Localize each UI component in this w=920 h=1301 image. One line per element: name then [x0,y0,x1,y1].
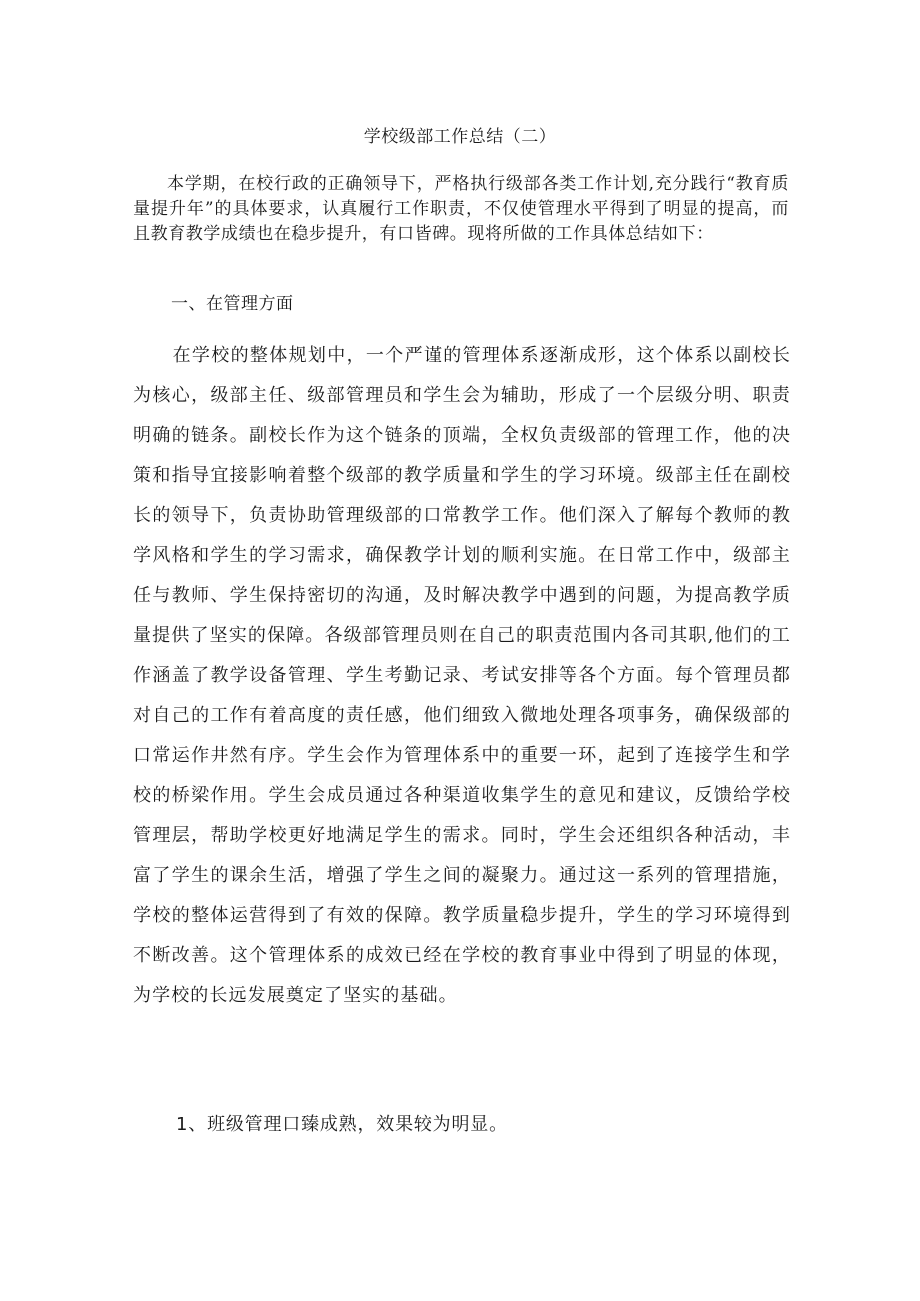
subsection-heading-class-management [176,1111,508,1139]
management-body-paragraph: 在学校的整体规划中，一个严谨的管理体系逐渐成形，这个体系以副校长为核心，级部主任、级部管理员和学生会为辅助，形成了一个层级分明、职责明确的链条。副校长作为这个链条的顶端，全权负责级部的管理工作，他的决策和指导宜接影响着整个级部的教学质量和学生的学习环境。级部主任在副校长的领导下，负责协助管理级部的口常教学工作。他们深入了解每个教师的教学风格和学生的学习需求，确保教学计划的顺利实施。在日常工作中，级部主任与教师、学生保持密切的沟通，及时解决教学中遇到的问题，为提高教学质量提供了坚实的保障。各级部管理员则在自己的职责范围内各司其职,他们的工作涵盖了教学设备管理、学生考勤记录、考试安排等各个方面。每个管理员都对自己的工作有着高度的责任感，他们细致入微地处理各项事务，确保级部的口常运作井然有序。学生会作为管理体系中的重要一环，起到了连接学生和学校的桥梁作用。学生会成员通过各种渠道收集学生的意见和建议，反馈给学校管理层，帮助学校更好地满足学生的需求。同时，学生会还组织各种活动，丰富了学生的课余生活，增强了学生之间的凝聚力。通过这一系列的管理措施，学校的整体运营得到了有效的保障。教学质量稳步提升，学生的学习环境得到不断改善。这个管理体系的成效已经在学校的教育事业中得到了明显的体现，为学校的长远发展奠定了坚实的基础。 [133,345,791,1006]
section-heading-management: 一、在管理方面 [171,294,294,314]
subsection-number: 1 [176,1114,189,1135]
intro-paragraph: 本学期，在校行政的正确领导下，严格执行级部各类工作计划,充分践行“教育质量提升年”的具体要求，认真履行工作职责，不仅使管理水平得到了明显的提高，而且教育教学成绩也在稳步提升，有口皆碑。现将所做的工作具体总结如下： [133,174,789,244]
document-title: 学校级部工作总结（二） [363,127,557,147]
subsection-heading-text: 、班级管理口臻成熟，效果较为明显。 [188,1114,508,1135]
